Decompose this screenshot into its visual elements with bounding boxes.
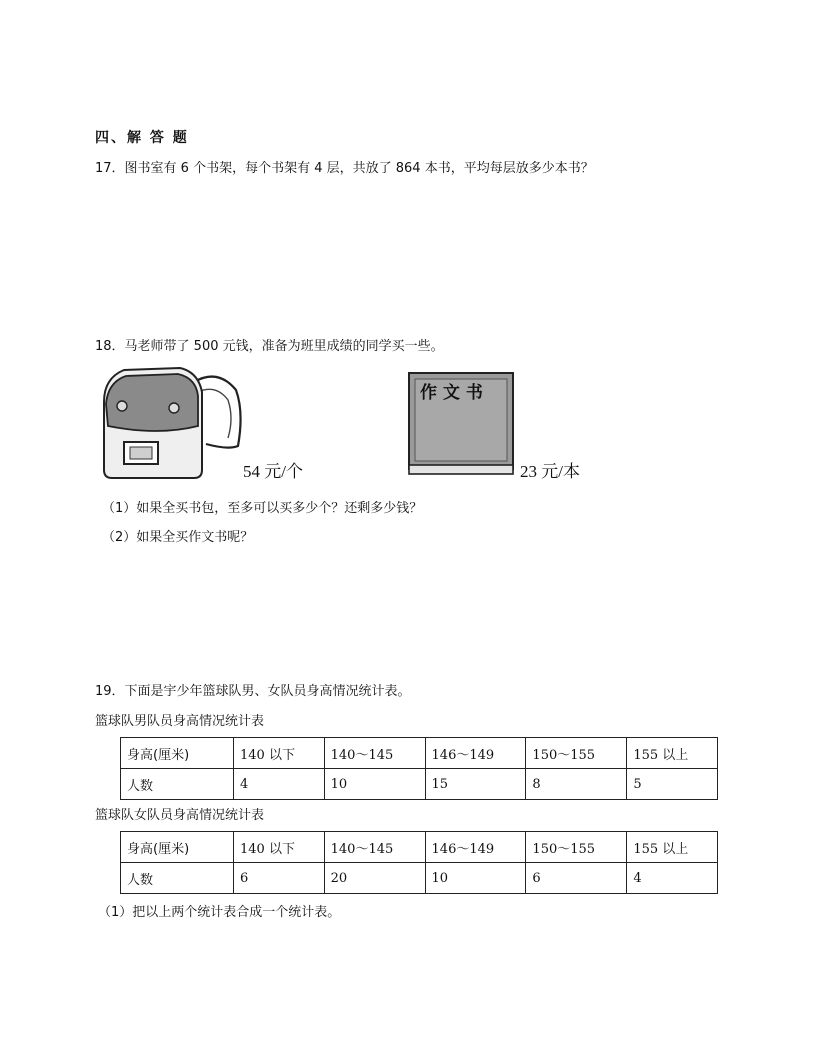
question-17: 17．图书室有 6 个书架，每个书架有 4 层，共放了 864 本书，平均每层放多少本书？ xyxy=(95,161,594,176)
question-19: 19．下面是宇少年篮球队男、女队员身高情况统计表。 xyxy=(95,684,411,699)
table-row xyxy=(121,832,718,863)
section-title: 四、解 答 题 xyxy=(95,130,189,146)
table-cell: 4 xyxy=(234,769,325,800)
table-row xyxy=(121,863,718,894)
table-row xyxy=(121,769,718,800)
boys-table-caption: 篮球队男队员身高情况统计表 xyxy=(95,714,265,729)
table-cell: 8 xyxy=(526,769,627,800)
table-header-cell: 155 以上 xyxy=(627,738,718,769)
question-19-sub1: （1）把以上两个统计表合成一个统计表。 xyxy=(98,905,341,920)
table-cell: 15 xyxy=(425,769,526,800)
table-cell: 6 xyxy=(526,863,627,894)
girls-table-caption: 篮球队女队员身高情况统计表 xyxy=(95,808,265,823)
backpack-price: 54 元/个 xyxy=(243,462,303,481)
book-cover-title: 作 文 书 xyxy=(420,383,483,403)
table-cell: 5 xyxy=(627,769,718,800)
table-header-cell: 140 以下 xyxy=(234,738,325,769)
question-18: 18．马老师带了 500 元钱，准备为班里成绩的同学买一些。 xyxy=(95,339,444,354)
question-18-sub2: （2）如果全买作文书呢？ xyxy=(102,530,254,545)
table-header-cell: 140～145 xyxy=(324,832,425,863)
table-cell: 6 xyxy=(234,863,325,894)
table-header-cell: 140～145 xyxy=(324,738,425,769)
backpack-icon xyxy=(98,362,248,484)
table-cell: 10 xyxy=(324,769,425,800)
book-icon xyxy=(406,370,518,478)
table-header-cell: 146～149 xyxy=(425,832,526,863)
question-18-sub1: （1）如果全买书包，至多可以买多少个？还剩多少钱？ xyxy=(102,501,423,516)
table-cell: 20 xyxy=(324,863,425,894)
table-header-cell: 140 以下 xyxy=(234,832,325,863)
table-header-cell: 150～155 xyxy=(526,738,627,769)
table-header-cell: 身高(厘米) xyxy=(121,832,234,863)
table-header-cell: 150～155 xyxy=(526,832,627,863)
table-row xyxy=(121,738,718,769)
boys-height-table xyxy=(120,737,718,800)
table-row-label: 人数 xyxy=(121,863,234,894)
table-header-cell: 155 以上 xyxy=(627,832,718,863)
table-cell: 10 xyxy=(425,863,526,894)
girls-height-table xyxy=(120,831,718,894)
table-row-label: 人数 xyxy=(121,769,234,800)
table-header-cell: 身高(厘米) xyxy=(121,738,234,769)
table-cell: 4 xyxy=(627,863,718,894)
book-price: 23 元/本 xyxy=(520,462,580,481)
table-header-cell: 146～149 xyxy=(425,738,526,769)
